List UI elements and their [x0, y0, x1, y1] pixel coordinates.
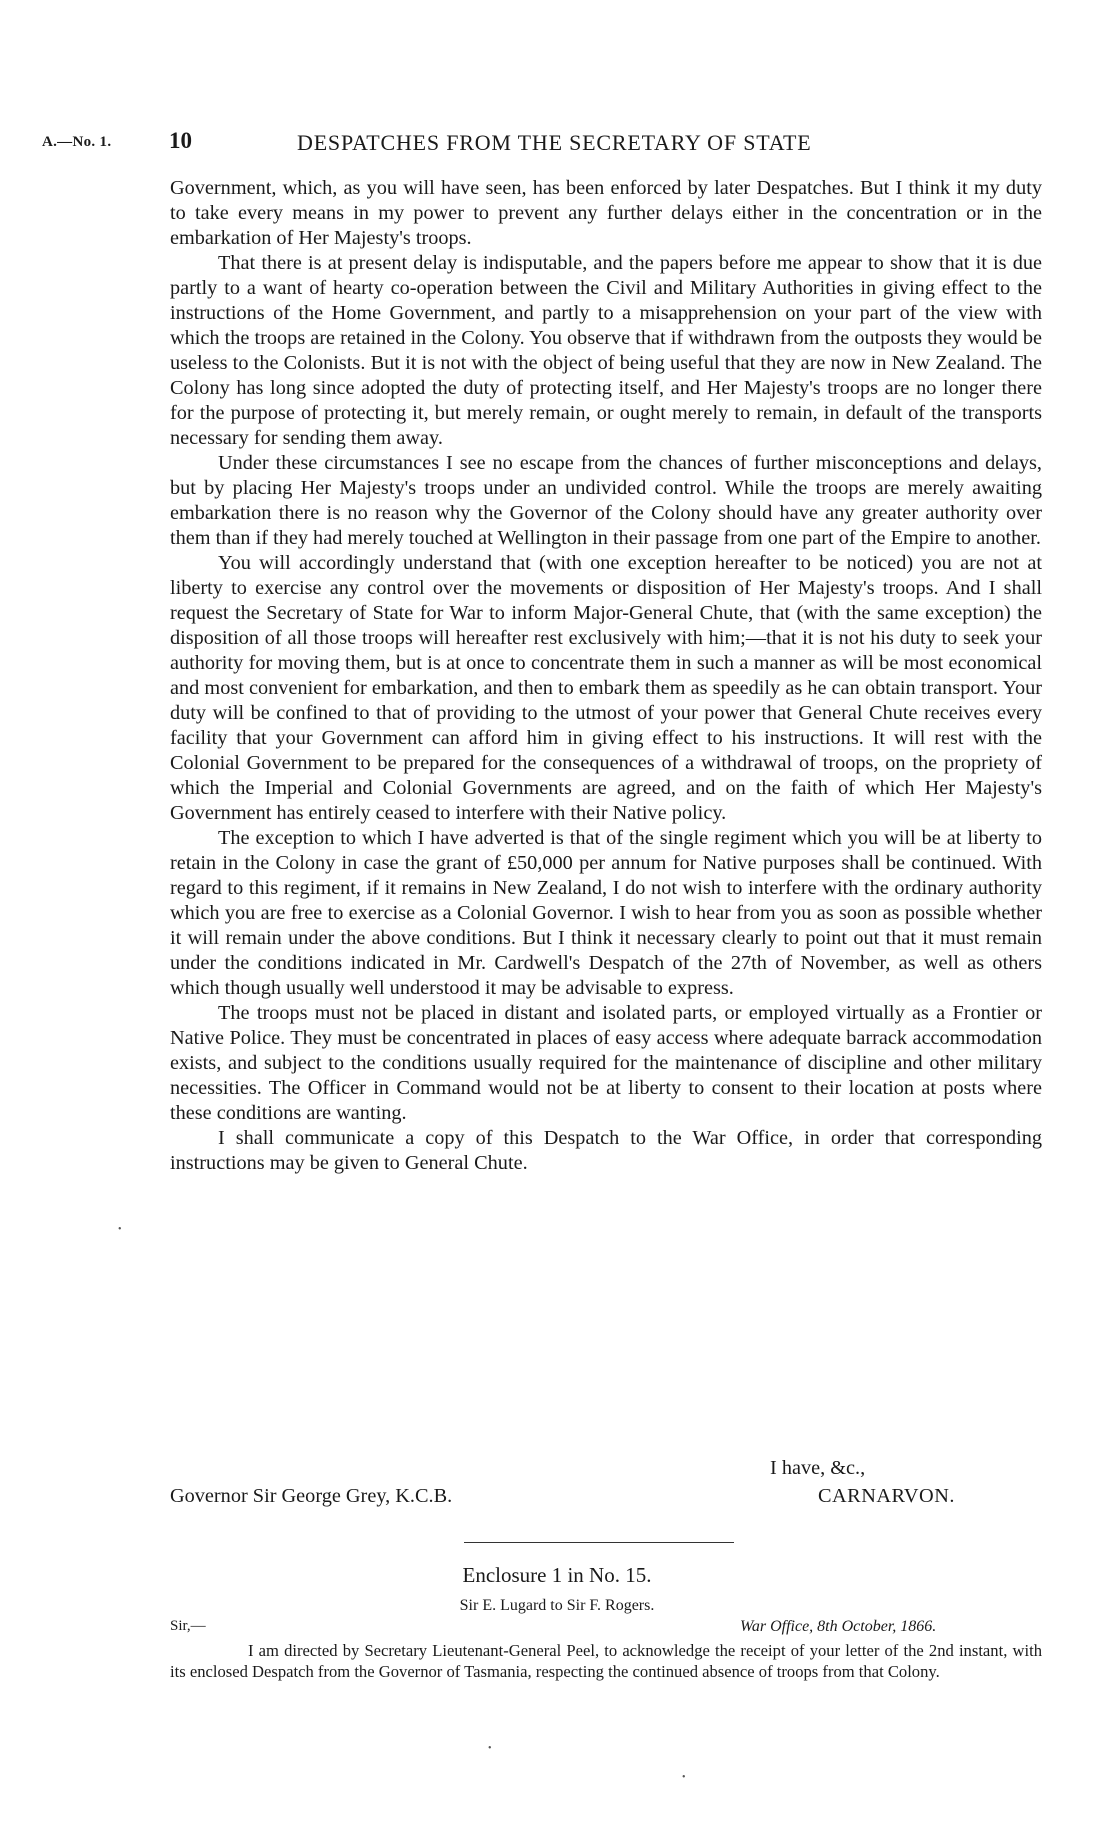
enclosure-text: I am directed by Secretary Lieutenant-General Peel, to acknowledge the receipt of your letter of the 2nd instant, with its enclosed Despatch from the Governor of Tasmania, respecting the continued absence of troops from that Colony. [170, 1641, 1042, 1681]
addressee: Governor Sir George Grey, K.C.B. [170, 1485, 453, 1507]
enclosure-title: Enclosure 1 in No. 15. [462, 1563, 652, 1587]
paragraph: The exception to which I have adverted is that of the single regiment which you will be at liberty to retain in the Colony in case the grant of £50,000 per annum for Native purposes shall be continued. With regard to this regiment, if it remains in New Zealand, I do not wish to interfere with the ordinary authority which you are free to exercise as a Colonial Governor. I wish to hear from you as soon as possible whether it will remain under the above conditions. But I think it necessary clearly to point out that it must remain under the conditions indicated in Mr. Cardwell's Despatch of the 27th of November, as well as others which though usually well understood it may be advisable to express. [170, 827, 1042, 999]
signature: CARNARVON. [818, 1485, 955, 1507]
page-number: 10 [169, 128, 192, 153]
paragraph: You will accordingly understand that (with one exception hereafter to be noticed) you are not at liberty to exercise any control over the movements or disposition of Her Majesty's troops. And I shall request the Secretary of State for War to inform Major-General Chute, that (with the same exception) the disposition of all those troops will hereafter rest exclusively with him;—that it is not his duty to seek your authority for moving them, but is at once to concentrate them in such a manner as will be most economical and most convenient for embarkation, and then to embark them as speedily as he can obtain transport. Your duty will be confined to that of providing to the utmost of your power that General Chute receives every facility that your Government can afford him in giving effect to his instructions. It will rest with the Colonial Government to be prepared for the consequences of a withdrawal of troops, on the propriety of which the Imperial and Colonial Governments are agreed, and on the faith of which Her Majesty's Government has entirely ceased to interfere with their Native policy. [170, 552, 1042, 824]
paragraph: Government, which, as you will have seen, has been enforced by later Despatches. But I think it my duty to take every means in my power to prevent any further delays either in the concentration or in the embarkation of Her Majesty's troops. [170, 177, 1042, 249]
despatch-body [170, 176, 1042, 1176]
paragraph: Under these circumstances I see no escape from the chances of further misconceptions and delays, but by placing Her Majesty's troops under an undivided control. While the troops are merely awaiting embarkation there is no reason why the Governor of the Colony should have any greater authority over them than if they had merely touched at Wellington in their passage from one part of the Empire to another. [170, 452, 1042, 549]
enclosure-parties: Sir E. Lugard to Sir F. Rogers. [459, 1597, 655, 1614]
margin-speck: • [682, 1772, 686, 1783]
paragraph: The troops must not be placed in distant and isolated parts, or employed virtually as a Frontier or Native Police. They must be concentrated in places of easy access where adequate barrack accommodation exists, and subject to the conditions usually required for the maintenance of discipline and other military necessities. The Officer in Command would not be at liberty to consent to their location at posts where these conditions are wanting. [170, 1002, 1042, 1124]
section-divider [464, 1542, 734, 1543]
running-title: DESPATCHES FROM THE SECRETARY OF STATE [297, 130, 812, 155]
margin-speck: • [118, 1224, 122, 1235]
document-reference: A.—No. 1. [42, 134, 112, 150]
addressee-line [170, 1484, 1042, 1509]
valediction: I have, &c., [770, 1457, 866, 1479]
margin-speck: • [488, 1743, 492, 1754]
paragraph: I shall communicate a copy of this Despatch to the War Office, in order that corresponding instructions may be given to General Chute. [170, 1127, 1042, 1174]
dateline: War Office, 8th October, 1866. [740, 1618, 937, 1635]
paragraph: That there is at present delay is indisputable, and the papers before me appear to show that it is due partly to a want of hearty co-operation between the Civil and Military Authorities in giving effect to the instructions of the Home Government, and partly to a misapprehension on your part of the view with which the troops are retained in the Colony. You observe that if withdrawn from the outposts they would be useless to the Colonists. But it is not with the object of being useful that they are now in New Zealand. The Colony has long since adopted the duty of protecting itself, and Her Majesty's troops are no longer there for the purpose of protecting it, but merely remain, or ought merely to remain, in default of the transports necessary for sending them away. [170, 252, 1042, 449]
salutation: Sir,— [170, 1618, 206, 1634]
page-header [42, 128, 1042, 158]
